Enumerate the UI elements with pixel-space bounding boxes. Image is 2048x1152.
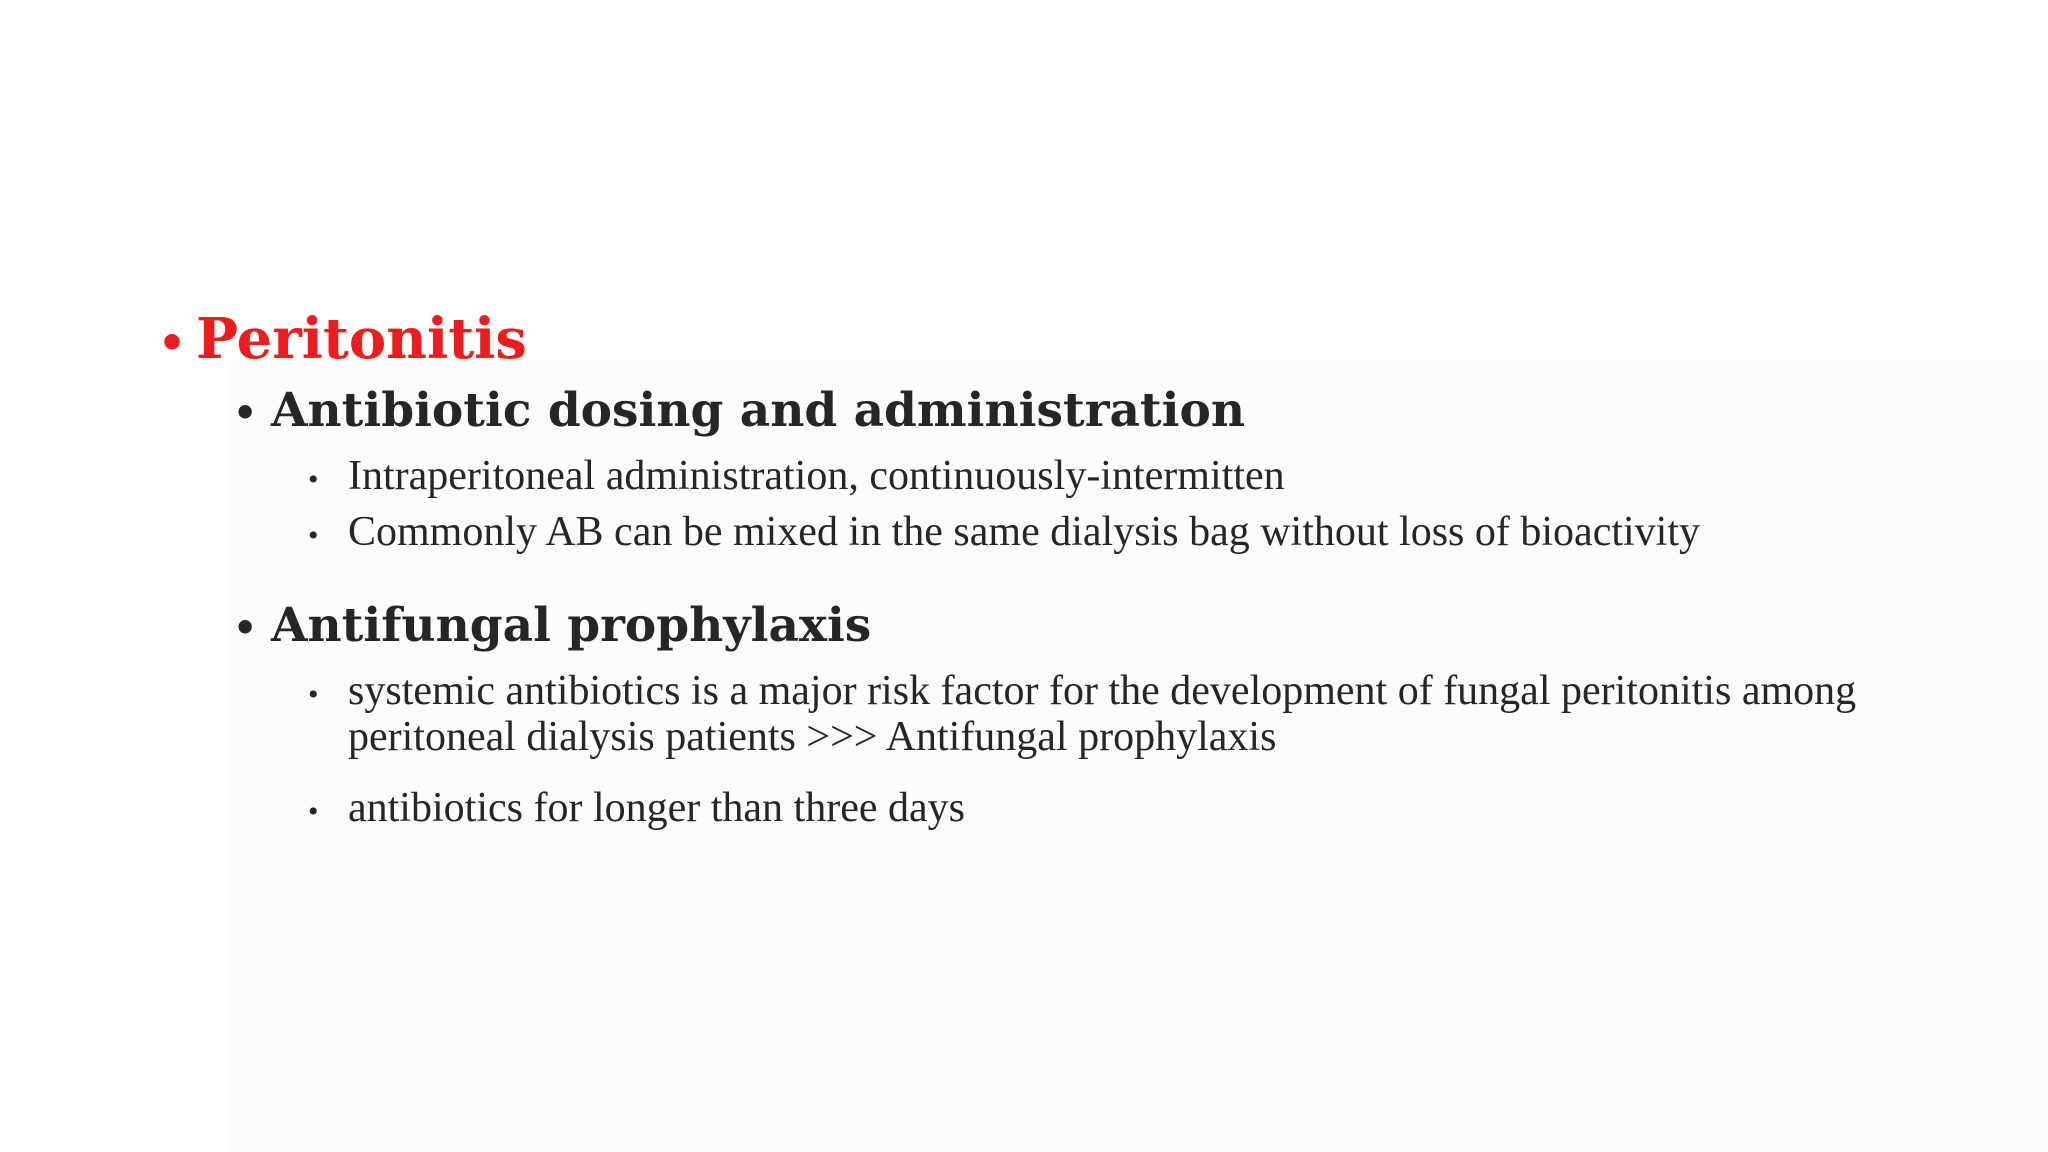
section-title-row (233, 598, 871, 653)
slide-heading: Peritonitis (196, 306, 527, 372)
bullet-icon: • (158, 318, 187, 369)
list-item-text: systemic antibiotics is a major risk factor for the development of fungal peritonitis among peritoneal dialysis patients >>> Antifungal prophylaxis (348, 668, 1857, 760)
list-item-text: Commonly AB can be mixed in the same dialysis bag without loss of bioactivity (348, 509, 1701, 555)
bullet-icon: • (308, 463, 319, 496)
section-title-row (233, 383, 1245, 438)
list-item-text: antibiotics for longer than three days (348, 785, 965, 831)
bullet-heading (158, 306, 527, 372)
list-item-text: Intraperitoneal administration, continuously-intermitten (348, 453, 1285, 499)
section-title: Antibiotic dosing and administration (271, 383, 1245, 438)
list-item (308, 452, 1285, 500)
bullet-icon: • (308, 678, 319, 711)
bullet-icon: • (233, 390, 258, 435)
list-item (308, 784, 965, 832)
bullet-icon: • (308, 795, 319, 828)
section-title: Antifungal prophylaxis (271, 598, 872, 653)
bullet-icon: • (308, 519, 319, 552)
bullet-icon: • (233, 605, 258, 650)
list-item (308, 668, 1948, 760)
list-item (308, 508, 1700, 556)
